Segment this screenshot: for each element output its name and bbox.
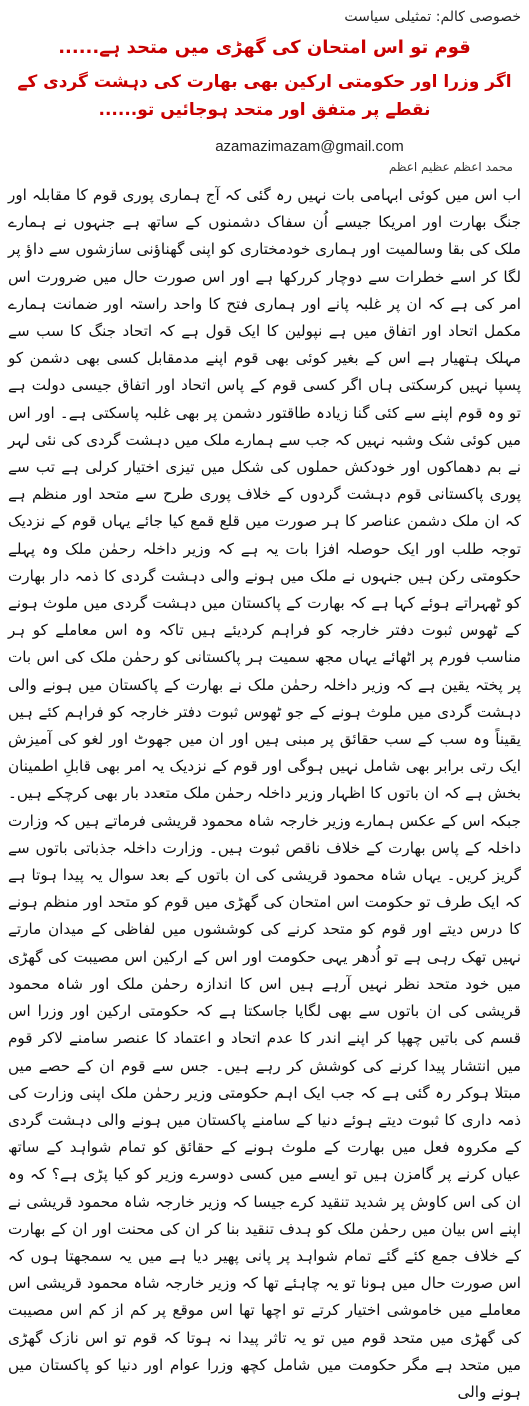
article-body: اب اس میں کوئی ابہامی بات نہیں رہ گئی کہ آج ہماری پوری قوم کا مقابلہ اور جنگ بھارت اور امریکا جیسے اُن سفاک دشمنوں کے ساتھ ہے جنہوں نے ہمارے ملک کی بقا وسالمیت اور ہماری خودمختاری کو اپنی گھناؤنی سازشوں سے داؤ پر لگا کر اسے خطرات سے دوچار کررکھا ہے اور اس صورت حال میں ضرورت اس امر کی ہے کہ ان پر غلبہ پانے اور ہماری فتح کا واحد راستہ اور ضمانت ہمارے مکمل اتحاد اور اتفاق میں ہے نپولین کا ایک قول ہے کہ اتحاد جنگ کا سب سے مہلک ہتھیار ہے اس کے بغیر کوئی بھی قوم اپنے مدمقابل کسی بھی دشمن کو پسپا نہیں کرسکتی ہاں اگر کسی قوم کے پاس اتحاد اور اتفاق جیسی دولت ہے تو وہ قوم اپنے سے کئی گنا زیادہ طاقتور دشمن پر بھی غلبہ پاسکتی ہے۔ اور اس میں کوئی شک وشبہ نہیں کہ جب سے ہمارے ملک میں دہشت گردی کی نئی لہر نے بم دھماکوں اور خودکش حملوں کی شکل میں تیزی اختیار کرلی ہے تب سے پوری پاکستانی قوم دہشت گردوں کے خلاف پوری طرح سے متحد اور منظم ہے کہ ان ملک دشمن عناصر کا ہر صورت میں قلع قمع کیا جائے یہاں قوم کے نزدیک توجہ طلب اور ایک حوصلہ افزا بات یہ ہے کہ وزیر داخلہ رحمٰن ملک وہ پہلے حکومتی رکن ہیں جنہوں نے ملک میں ہونے والی دہشت گردی کا ذمہ دار بھارت کو ٹھہراتے ہوئے کہا ہے کہ بھارت کے پاکستان میں دہشت گردی میں ملوث ہونے کے ٹھوس ثبوت دفتر خارجہ کو فراہم کردیئے ہیں تاکہ وہ اس معاملے کو ہر مناسب فورم پر اٹھائے یہاں مجھ سمیت ہر پاکستانی کو رحمٰن ملک کی اس بات پر پختہ یقین ہے کہ وزیر داخلہ رحمٰن ملک نے بھارت کے پاکستان میں ہونے والی دہشت گردی میں ملوث ہونے کے جو ٹھوس ثبوت دفتر خارجہ کو فراہم کئے ہیں یقیناً وہ سب کے سب حقائق پر مبنی ہیں اور ان میں جھوٹ اور لغو کی آمیزش ایک رتی برابر بھی شامل نہیں ہوگی اور قوم کے نزدیک یہ امر بھی قابلِ اطمینان بخش ہے کہ ان باتوں کا اظہار وزیر داخلہ رحمٰن ملک متعدد بار بھی کرچکے ہیں۔ جبکہ اس کے عکس ہمارے وزیر خارجہ شاہ محمود قریشی فرماتے ہیں کہ وزارت داخلہ کے پاس بھارت کے خلاف ناقص ثبوت ہیں۔ وزارت داخلہ جذباتی باتوں سے گریز کریں۔ یہاں شاہ محمود قریشی کی ان باتوں کے بعد سوال یہ پیدا ہوتا ہے کہ ایک طرف تو حکومت اس امتحان کی گھڑی میں قوم کو متحد اور منظم ہونے کا درس دیتے اور قوم کو متحد کرنے کی کوششوں میں لفاظی کے میدان مارتے نہیں تھک رہی ہے تو اُدھر یہی حکومت اور اس کے ارکین اس مصیبت کی گھڑی میں خود متحد نظر نہیں آرہے ہیں اس کا اندازہ رحمٰن ملک اور شاہ محمود قریشی کی ان باتوں سے بھی لگایا جاسکتا ہے کہ حکومتی ارکین اور وزرا اس قسم کی باتیں چھپا کر اپنے اندر کا عدم اتحاد و اعتماد کا عنصر سامنے لاکر قوم میں انتشار پیدا کرنے کی کوشش کر رہے ہیں۔ جس سے قوم ان کے حصے میں مبتلا ہوکر رہ گئی ہے کہ جب ایک اہم حکومتی وزیر رحمٰن ملک اپنی وزارت کی ذمہ داری کا ثبوت دیتے ہوئے دنیا کے سامنے پاکستان میں ہونے والی دہشت گردی کے مکروہ فعل میں بھارت کے ملوث ہونے کے حقائق کو تمام شواہد کے ساتھ عیاں کرنے پر گامزن ہیں تو ایسے میں کسی دوسرے وزیر کو کیا پڑی ہے؟ کہ وہ ان کی اس کاوش پر شدید تنقید کرے جیسا کہ وزیر خارجہ شاہ محمود قریشی نے اپنے اس بیان میں رحمٰن ملک کو ہدف تنقید بنا کر ان کی محنت اور ان کے بھارت کے خلاف جمع کئے گئے تمام شواہد پر پانی پھیر دیا ہے میں یہ سمجھتا ہوں کہ اس صورت حال میں ہونا تو یہ چاہئے تھا کہ وزیر خارجہ شاہ محمود قریشی اس معاملے میں خاموشی اختیار کرتے تو اچھا تھا اس موقع پر کم از کم اس مصیبت کی گھڑی میں متحد قوم میں تو یہ تاثر پیدا نہ ہوتا کہ قوم تو اس نازک گھڑی میں متحد ہے مگر حکومت میں شامل کچھ وزرا عوام اور دنیا کو پاکستان میں ہونے والی [8,186,521,1401]
author-email: azamazimazam@gmail.com [215,138,404,155]
author-name: محمد اعظم عظیم اعظم [388,160,513,174]
column-kicker: خصوصی کالم: تمثیلی سیاست [344,9,521,25]
headline-secondary: اگر وزرا اور حکومتی ارکین بھی بھارت کی دہشت گردی کے نقطے پر متفق اور متحد ہوجائیں تو...... [17,72,512,120]
headline-primary: قوم تو اس امتحان کی گھڑی میں متحد ہے...... [58,37,471,58]
